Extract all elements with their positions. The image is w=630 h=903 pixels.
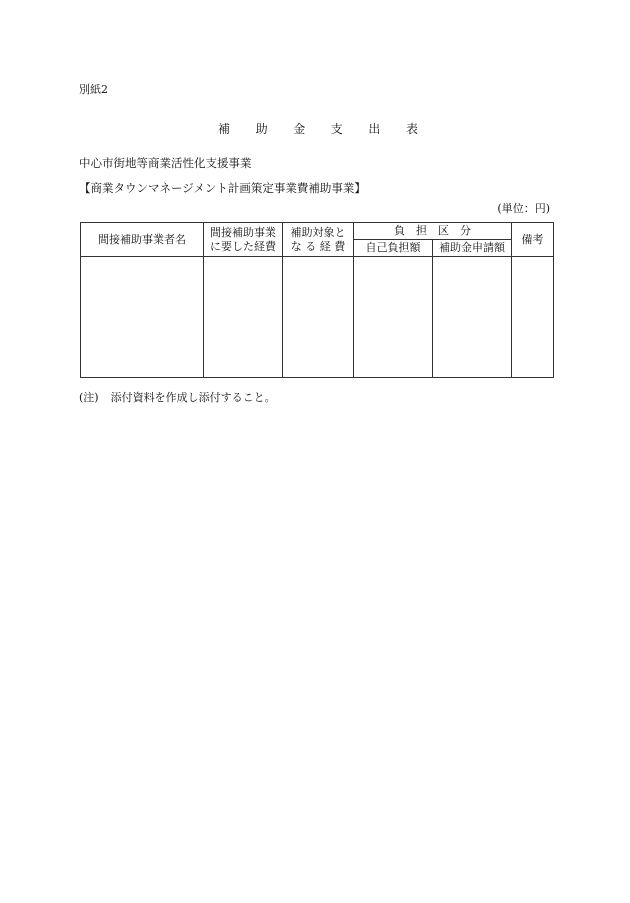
header-line: 間接補助事業 [210,225,276,239]
table-header-row [81,223,554,240]
header-line: な る 経 費 [290,239,346,253]
title-char: 出 [368,122,381,136]
unit-note: (単位：円) [497,202,550,215]
title-char: 助 [255,122,268,136]
document-title [218,120,418,137]
cell-self-burden [354,257,433,378]
footnote-marker: (注) [79,391,99,404]
table-row [81,257,554,378]
title-char: 表 [405,122,418,136]
header-recipient-name: 間接補助事業者名 [81,223,204,257]
header-line: 補助対象と [290,225,346,239]
cell-recipient-name [81,257,204,378]
header-project-expenses [204,223,283,257]
cell-remarks [512,257,554,378]
footnote [79,389,276,405]
attachment-label: 別紙2 [79,83,108,96]
title-char: 金 [293,122,306,136]
header-self-burden: 自己負担額 [354,240,433,257]
header-eligible-expenses [283,223,354,257]
cell-grant-request [433,257,512,378]
title-char: 支 [330,122,343,136]
footnote-text: 添付資料を作成し添付すること。 [110,391,276,404]
cell-project-expenses [204,257,283,378]
title-char: 補 [218,122,231,136]
header-remarks: 備考 [512,223,554,257]
cell-eligible-expenses [283,257,354,378]
header-grant-request: 補助金申請額 [433,240,512,257]
header-line: に要した経費 [210,239,276,253]
expense-table [80,222,554,378]
subprogram-name: 【商業タウンマネージメント計画策定事業費補助事業】 [79,181,366,195]
program-name: 中心市街地等商業活性化支援事業 [79,156,252,170]
header-burden-group: 負 担 区 分 [354,223,512,240]
